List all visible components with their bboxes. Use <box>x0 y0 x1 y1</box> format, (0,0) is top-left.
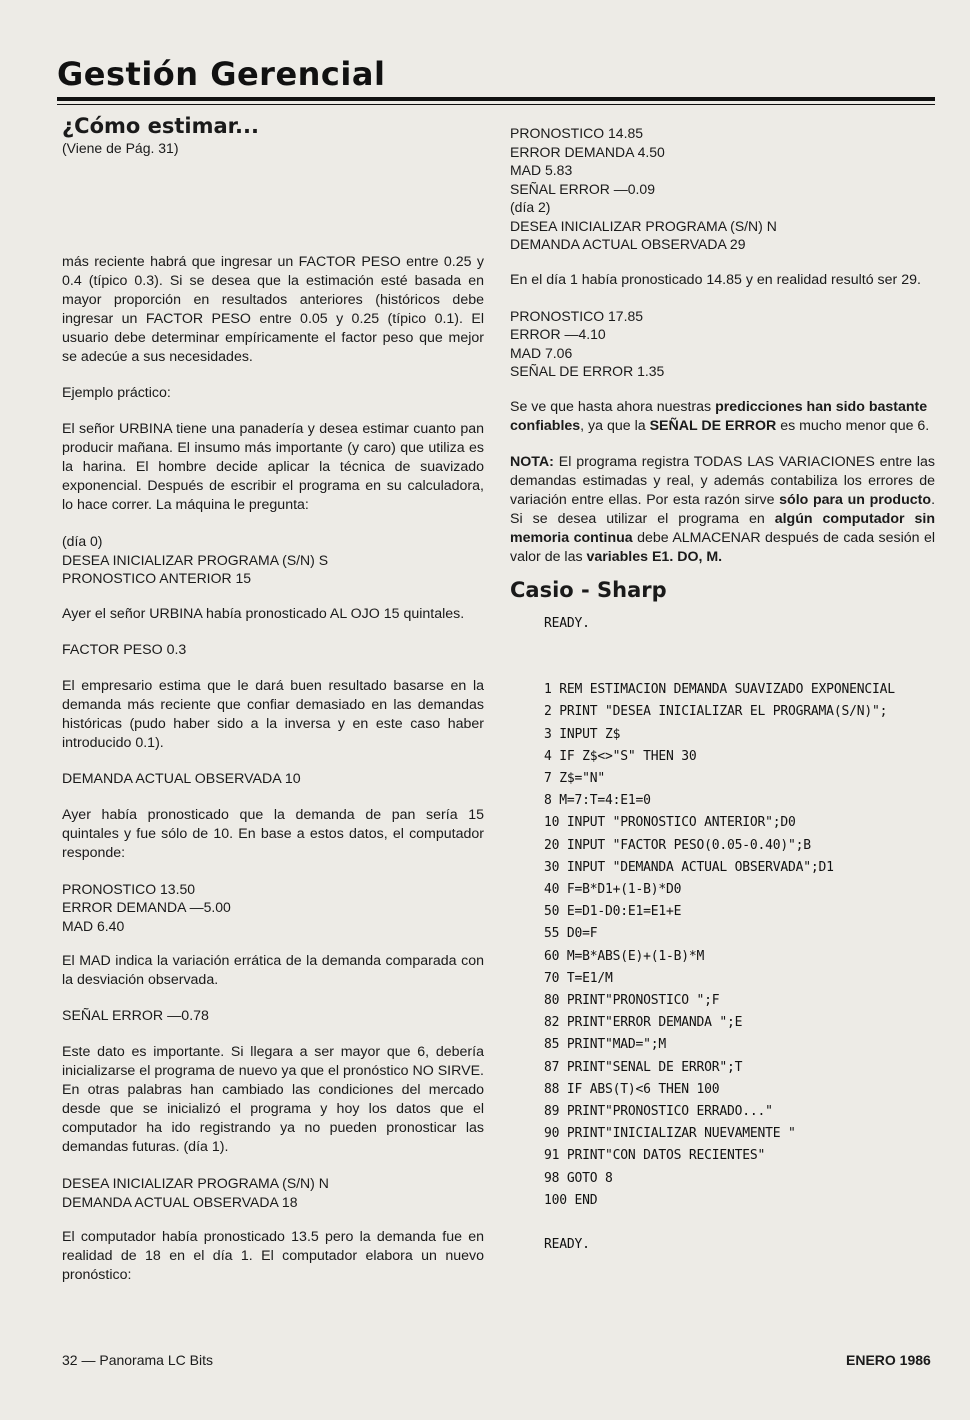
code-line: 85 PRINT"MAD=";M <box>544 1037 667 1053</box>
article-subtitle: (Viene de Pág. 31) <box>62 140 179 156</box>
code-line: 89 PRINT"PRONOSTICO ERRADO..." <box>544 1103 773 1119</box>
code-line: 82 PRINT"ERROR DEMANDA ";E <box>544 1015 743 1031</box>
output-line: MAD 5.83 <box>510 162 573 178</box>
output-block <box>62 880 484 936</box>
paragraph: Ejemplo práctico: <box>62 385 171 401</box>
code-line: 90 PRINT"INICIALIZAR NUEVAMENTE " <box>544 1126 796 1142</box>
paragraph: DEMANDA ACTUAL OBSERVADA 10 <box>62 770 301 787</box>
code-line: 8 M=7:T=4:E1=0 <box>544 793 651 809</box>
output-line: (día 0) <box>62 533 103 549</box>
code-line <box>544 635 935 657</box>
note-paragraph: NOTA: El programa registra TODAS LAS VARIACIONES entre las demandas estimadas y real, y además contabiliza los errores de variación entre ellas. Por esta razón sirve sólo para un producto. Si se desea utilizar el programa en algún computador sin memoria continua debe ALMACENAR después de cada sesión el valor de las variables E1. DO, M. <box>510 453 936 565</box>
output-line: DESEA INICIALIZAR PROGRAMA (S/N) S <box>62 551 329 568</box>
paragraph: Ayer el señor URBINA había pronosticado AL OJO 15 quintales. <box>62 605 465 622</box>
code-line: 88 IF ABS(T)<6 THEN 100 <box>544 1081 720 1097</box>
output-line: SEÑAL DE ERROR 1.35 <box>510 363 665 379</box>
right-column <box>510 124 935 1256</box>
paragraph: En el día 1 había pronosticado 14.85 y en realidad resultó ser 29. <box>510 271 921 288</box>
basic-program-listing <box>510 613 935 1257</box>
output-line: ERROR —4.10 <box>510 326 606 342</box>
output-line: (día 2) <box>510 199 551 215</box>
output-line: DEMANDA ACTUAL OBSERVADA 29 <box>510 236 746 252</box>
footer-date: ENERO 1986 <box>846 1352 931 1368</box>
paragraph: El computador había pronosticado 13.5 pero la demanda fue en realidad de 18 en el día 1. El computador elabora un nuevo pronóstico: <box>62 1229 484 1283</box>
paragraph: más reciente habrá que ingresar un FACTOR PESO entre 0.25 y 0.4 (típico 0.3). Si se desea que la estimación esté basada en mayor proporción en resultados anteriores (históricos debe ingresar un FACTOR PESO entre 0.05 y 0.25 (típico 0.1). El usuario debe determinar empíricamente el factor peso que mejor se adecúe a sus necesidades. <box>62 254 484 365</box>
code-line: 98 GOTO 8 <box>544 1170 613 1186</box>
code-line: 10 INPUT "PRONOSTICO ANTERIOR";D0 <box>544 815 796 831</box>
header-rule-thick <box>57 97 935 101</box>
output-line: PRONOSTICO 17.85 <box>510 307 644 324</box>
code-line: 7 Z$="N" <box>544 770 606 786</box>
code-line: READY. <box>544 615 590 631</box>
output-block <box>510 124 935 254</box>
output-line: ERROR DEMANDA —5.00 <box>62 899 231 915</box>
paragraph: El señor URBINA tiene una panadería y desea estimar cuanto pan producir mañana. El insumo más importante (y caro) que utiliza es la harina. El hombre decide aplicar la técnica de suavizado exponencial. Después de escribir el programa en su calculadora, lo hace correr. La máquina le pregunta: <box>62 421 484 513</box>
code-line: 100 END <box>544 1192 598 1208</box>
output-block <box>62 1174 484 1211</box>
note-label: NOTA: <box>510 453 554 470</box>
code-line: 2 PRINT "DESEA INICIALIZAR EL PROGRAMA(S/N)"; <box>544 704 888 720</box>
output-line: DESEA INICIALIZAR PROGRAMA (S/N) N <box>62 1175 329 1191</box>
code-line: 60 M=B*ABS(E)+(1-B)*M <box>544 948 705 964</box>
paragraph: SEÑAL ERROR —0.78 <box>62 1008 209 1024</box>
header-rule-thin <box>57 104 935 105</box>
code-line: 20 INPUT "FACTOR PESO(0.05-0.40)";B <box>544 837 811 853</box>
page-header <box>57 55 935 105</box>
code-line <box>544 1212 935 1234</box>
output-line: DESEA INICIALIZAR PROGRAMA (S/N) N <box>510 217 777 234</box>
left-column <box>62 113 484 1285</box>
output-line: PRONOSTICO 13.50 <box>62 880 196 897</box>
code-line: 1 REM ESTIMACION DEMANDA SUAVIZADO EXPONENCIAL <box>544 682 895 698</box>
paragraph: El MAD indica la variación errática de la demanda comparada con la desviación observada. <box>62 953 484 988</box>
code-line: 3 INPUT Z$ <box>544 726 621 742</box>
code-line: 4 IF Z$<>"S" THEN 30 <box>544 748 697 764</box>
output-block <box>62 532 484 588</box>
output-line: MAD 6.40 <box>62 917 125 934</box>
section-heading: Gestión Gerencial <box>57 55 386 93</box>
code-line <box>544 657 935 679</box>
paragraph: Se ve que hasta ahora nuestras predicciones han sido bastante confiables, ya que la SEÑAL DE ERROR es mucho menor que 6. <box>510 398 930 434</box>
paragraph: Ayer había pronosticado que la demanda de pan sería 15 quintales y fue sólo de 10. En base a estos datos, el computador responde: <box>62 806 484 861</box>
code-line: READY. <box>544 1237 590 1253</box>
code-line: 50 E=D1-D0:E1=E1+E <box>544 904 682 920</box>
code-line: 80 PRINT"PRONOSTICO ";F <box>544 992 720 1008</box>
output-block <box>510 307 935 381</box>
code-line: 40 F=B*D1+(1-B)*D0 <box>544 881 682 897</box>
code-line: 91 PRINT"CON DATOS RECIENTES" <box>544 1148 766 1164</box>
code-line: 70 T=E1/M <box>544 970 613 986</box>
output-line: MAD 7.06 <box>510 344 573 361</box>
paragraph: El empresario estima que le dará buen resultado basarse en la demanda más reciente que confiar demasiado en las demandas históricas (pudo haber sido a la inversa y en este caso haber introducido 0.1). <box>62 677 484 751</box>
footer-page-number: 32 — Panorama LC Bits <box>62 1352 213 1368</box>
paragraph: Este dato es importante. Si llegara a ser mayor que 6, debería inicializarse el programa de nuevo ya que el pronóstico NO SIRVE. En otras palabras han cambiado las condiciones del mercado desde que se inicializó el programa y hoy los datos que el computador ha ido registrando ya no pueden pronosticar las demandas futuras. (día 1). <box>62 1044 484 1155</box>
output-line: DEMANDA ACTUAL OBSERVADA 18 <box>62 1193 298 1210</box>
casio-sharp-heading: Casio - Sharp <box>510 577 667 602</box>
code-line: 30 INPUT "DEMANDA ACTUAL OBSERVADA";D1 <box>544 859 834 875</box>
code-line: 87 PRINT"SENAL DE ERROR";T <box>544 1059 743 1075</box>
article-title: ¿Cómo estimar... <box>62 114 259 138</box>
output-line: SEÑAL ERROR —0.09 <box>510 180 655 197</box>
paragraph: FACTOR PESO 0.3 <box>62 641 187 658</box>
output-line: PRONOSTICO ANTERIOR 15 <box>62 570 252 586</box>
code-line: 55 D0=F <box>544 926 598 942</box>
output-line: ERROR DEMANDA 4.50 <box>510 143 665 160</box>
output-line: PRONOSTICO 14.85 <box>510 125 644 141</box>
